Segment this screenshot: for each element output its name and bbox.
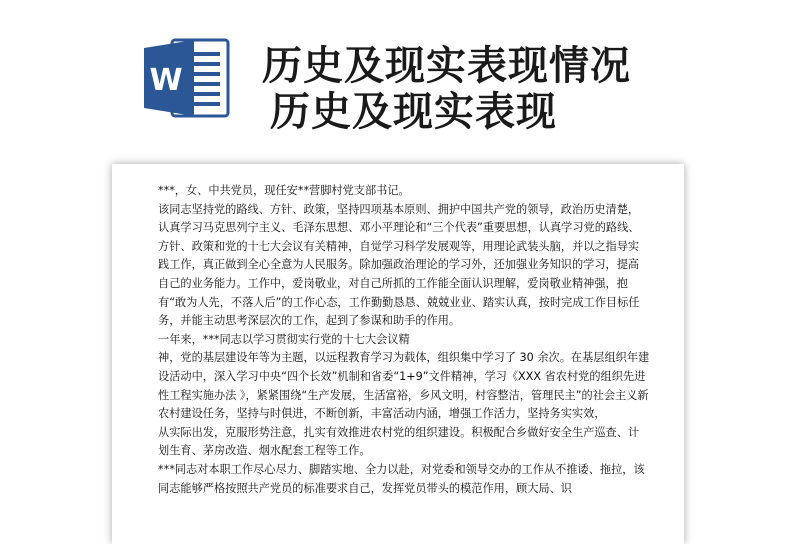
- document-body: [158, 182, 650, 498]
- header-banner: [0, 0, 800, 160]
- paragraph-intro: ***，女、中共党员，现任安**营脚村党支部书记。: [158, 184, 410, 197]
- word-document-icon: [142, 36, 234, 120]
- document-page: [112, 164, 684, 544]
- paragraph-year-study: 一年来，***同志以学习贯彻实行党的十七大会议精: [158, 332, 410, 346]
- paragraph-practice: 从实际出发，克服形势注意，扎实有效推进农村党的组织建设。积极配合乡做好安全生产巡查、计划生育、茅房改造、烟水配套工程等工作。: [158, 425, 640, 458]
- title-line-1: 历史及现实表现情况: [262, 43, 631, 89]
- word-logo-letter: W: [149, 63, 183, 98]
- paragraph-basic-construction: 神，党的基层建设年等为主题，以远程教育学习为载体，组织集中学习了 30 余次。在基层组织年建设活动中，深入学习中央“四个长效”机制和省委“1+9”文件精神，学习《XXX 省农村党的组织先进性工程实施办法 》，紧紧围绕“生产发展，生活富裕，乡风文明，村容整洁，管理民主”的社会主义新农村建设任务，坚持与时俱进，不断创新，丰富活动内涵，增强工作活力，坚持务实实效，: [158, 351, 650, 421]
- paragraph-duty: ***同志对本职工作尽心尽力、脚踏实地、全力以赴，对党委和领导交办的工作从不推诿、拖拉，该同志能够严格按照共产党员的标准要求自己，发挥党员带头的模范作用，顾大局、识: [158, 462, 645, 495]
- paragraph-politics: 该同志坚持党的路线、方针、政策，坚持四项基本原则、拥护中国共产党的领导，政治历史清楚，认真学习马克思列宁主义、毛泽东思想、邓小平理论和“三个代表”重要思想，认真学习党的路线、方针、政策和党的十七大会议有关精神，自觉学习科学发展观等，用理论武装头脑，并以之指导实践工作，真正做到全心全意为人民服务。除加强政治理论的学习外，还加强业务知识的学习，提高自己的业务能力。工作中，爱岗敬业，对自己所抓的工作能全面认识理解，爱岗敬业精神强，抱有“敢为人先，不落人后”的工作心态，工作勤勤恳恳、兢兢业业、踏实认真，按时完成工作目标任务，并能主动思考深层次的工作，起到了参谋和助手的作用。: [158, 202, 640, 328]
- title-line-2: 历史及现实表现: [270, 89, 557, 135]
